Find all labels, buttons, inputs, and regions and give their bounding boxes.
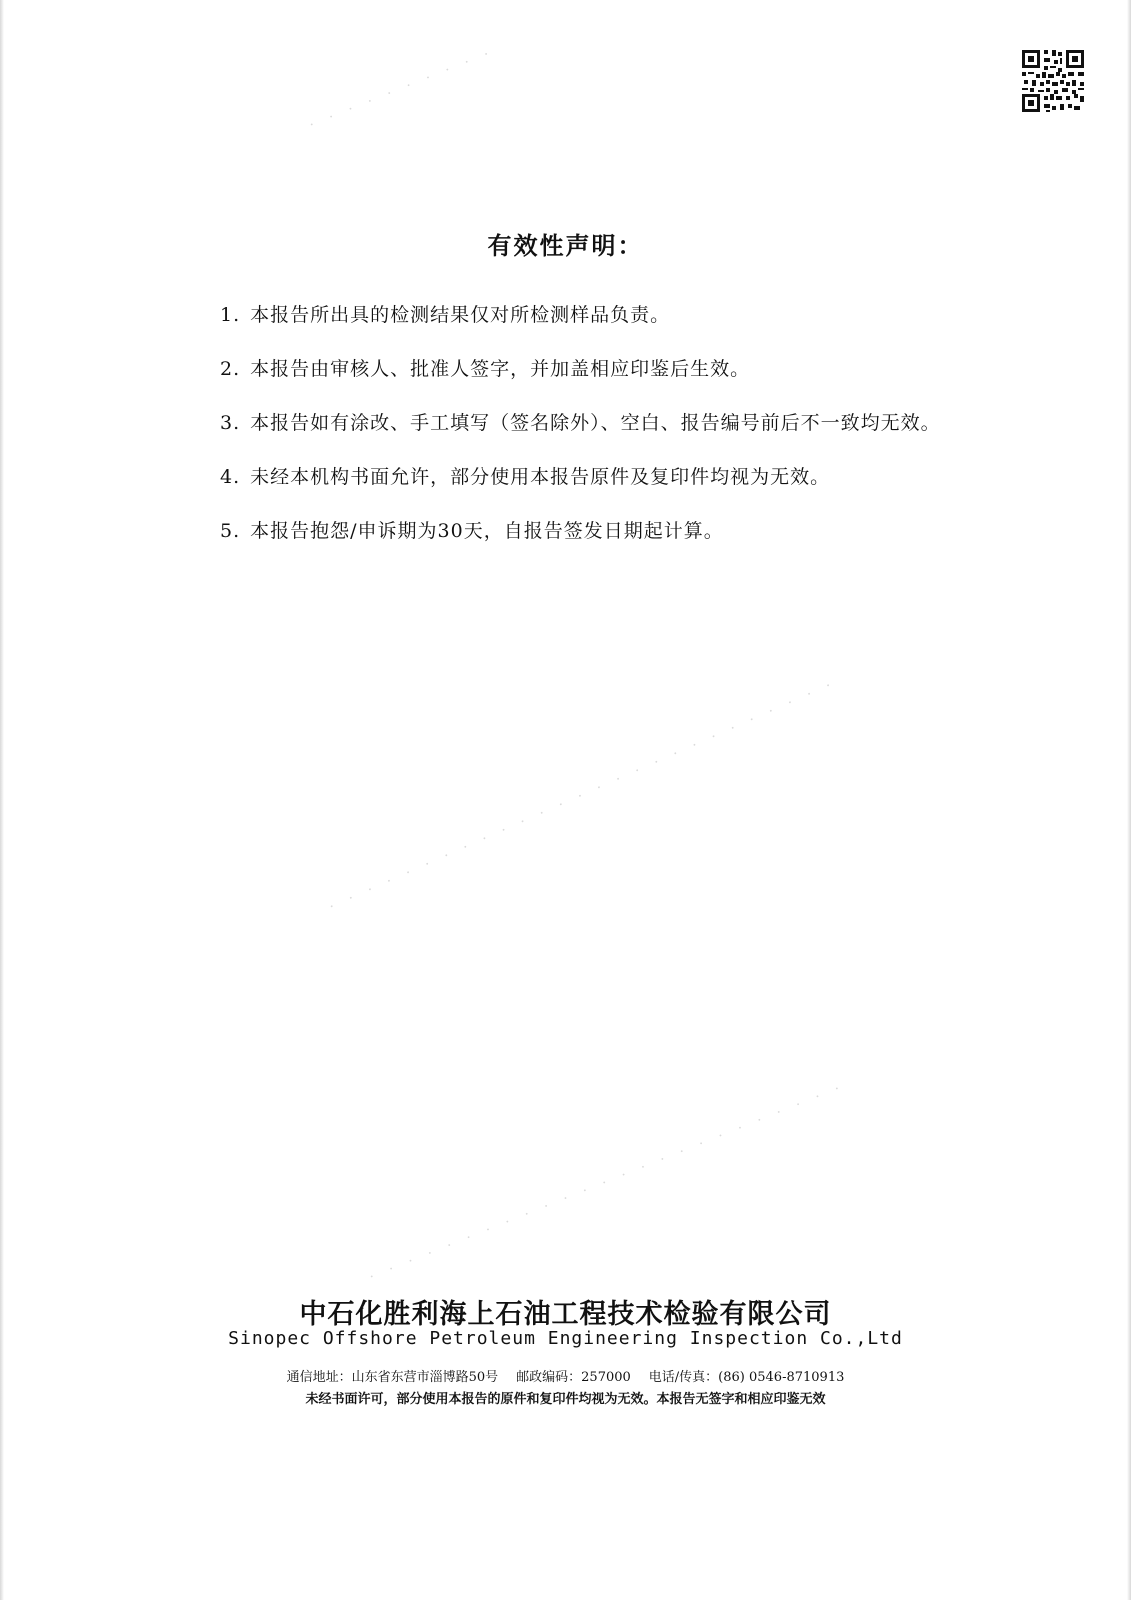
page-title: 有效性声明：	[487, 231, 644, 260]
clause-text: 本报告抱怨/申诉期为30天，自报告签发日期起计算。	[250, 520, 724, 542]
clause-number: 1.	[220, 304, 241, 326]
clause-item	[172, 460, 962, 494]
clause-text: 本报告如有涂改、手工填写（签名除外）、空白、报告编号前后不一致均无效。	[250, 412, 941, 434]
faded-watermark: · · · · · · · · · · · · · · · · · · · · · · · · ·	[367, 1078, 848, 1286]
footer-contact-line	[0, 1366, 1131, 1385]
clause-number: 4.	[220, 466, 241, 488]
company-name-english: Sinopec Offshore Petroleum Engineering Inspection Co.,Ltd	[228, 1328, 903, 1349]
clause-item	[172, 406, 962, 440]
footer-phone: 电话/传真：(86) 0546-8710913	[648, 1370, 845, 1385]
faded-watermark: · · · · · · · · · ·	[307, 44, 498, 134]
footer-postcode: 邮政编码：257000	[516, 1370, 631, 1385]
clause-text: 本报告由审核人、批准人签字，并加盖相应印鉴后生效。	[250, 358, 751, 380]
clause-item	[172, 514, 962, 548]
faded-watermark: · · · · · · · · · · · · · · · · · · · · · · · · · · ·	[326, 675, 840, 916]
footer-notice: 未经书面许可，部分使用本报告的原件和复印件均视为无效。本报告无签字和相应印鉴无效	[305, 1392, 826, 1407]
footer-address: 通信地址：山东省东营市淄博路50号	[286, 1370, 499, 1385]
clause-item	[172, 298, 962, 332]
clause-text: 本报告所出具的检测结果仅对所检测样品负责。	[250, 304, 671, 326]
clause-text: 未经本机构书面允许，部分使用本报告原件及复印件均视为无效。	[250, 466, 831, 488]
clause-number: 5.	[220, 520, 241, 542]
clause-number: 3.	[220, 412, 241, 434]
qr-code-icon	[1020, 48, 1086, 114]
clause-item	[172, 352, 962, 386]
validity-clauses	[172, 298, 962, 568]
clause-number: 2.	[220, 358, 241, 380]
company-name-chinese: 中石化胜利海上石油工程技术检验有限公司	[299, 1299, 832, 1330]
